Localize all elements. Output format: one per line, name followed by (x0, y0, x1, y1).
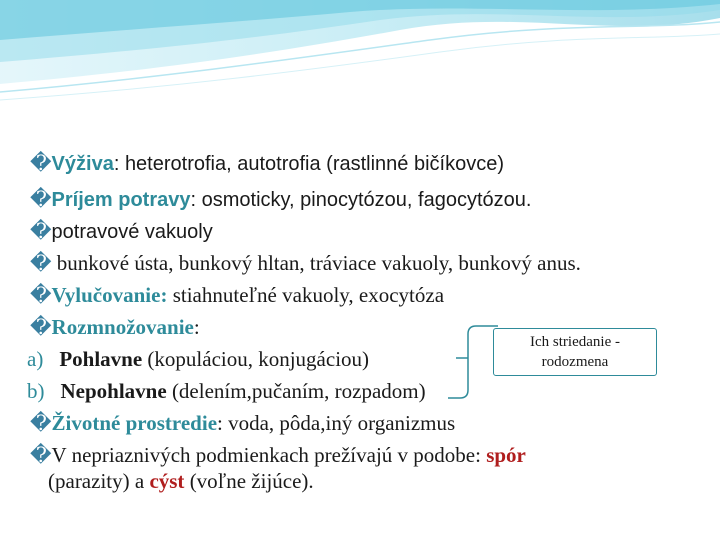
line-text-end: (voľne žijúce). (184, 469, 314, 493)
line-zivotne-prostredie (30, 410, 455, 436)
header-wave-decoration (0, 0, 720, 110)
line-text: (kopuláciou, konjugáciou) (142, 347, 370, 371)
list-marker-a: a) (27, 347, 44, 371)
separator: : (190, 189, 202, 211)
line-text: (parazity) a (48, 469, 150, 493)
bullet-glyph: � (30, 151, 52, 175)
note-line-2: rodozmena (541, 354, 609, 370)
line-text: voda, pôda,iný organizmus (222, 411, 456, 435)
line-text: potravové vakuoly (51, 221, 213, 243)
separator: : (193, 315, 200, 339)
term-zivotne-prostredie: Životné prostredie (51, 411, 218, 435)
bullet-glyph: � (30, 411, 52, 435)
line-nepriaznive-podmienky (30, 442, 526, 468)
line-text: osmoticky, pinocytózou, fagocytózou. (201, 189, 532, 211)
term-vyziva: Výživa (51, 153, 114, 175)
line-text: (delením,pučaním, rozpadom) (166, 379, 426, 403)
term-nepohlavne: Nepohlavne (60, 379, 167, 403)
separator: : (113, 153, 125, 175)
bullet-glyph: � (30, 251, 52, 275)
bullet-glyph: � (30, 187, 52, 211)
bullet-glyph: � (30, 315, 52, 339)
line-text: stiahnuteľné vakuoly, exocytóza (167, 283, 445, 307)
separator: : (217, 411, 223, 435)
bullet-glyph: � (30, 219, 52, 243)
term-spor: spór (486, 443, 526, 467)
line-cyst (48, 468, 314, 494)
term-pohlavne: Pohlavne (59, 347, 143, 371)
line-text: V nepriaznivých podmienkach prežívajú v podobe: (51, 443, 487, 467)
rodozmena-note-box (493, 328, 657, 376)
bullet-glyph: � (30, 283, 52, 307)
note-line-1: Ich striedanie - (530, 334, 620, 350)
term-prijem-potravy: Príjem potravy (51, 189, 191, 211)
list-marker-b: b) (27, 379, 45, 403)
term-rozmnozovanie: Rozmnožovanie (51, 315, 194, 339)
line-text: bunkové ústa, bunkový hltan, tráviace vakuoly, bunkový anus. (51, 251, 581, 275)
bullet-glyph: � (30, 443, 52, 467)
term-vylucovanie: Vylučovanie: (51, 283, 168, 307)
line-text: heterotrofia, autotrofia (rastlinné bičíkovce) (124, 153, 505, 175)
term-cyst: cýst (149, 469, 185, 493)
